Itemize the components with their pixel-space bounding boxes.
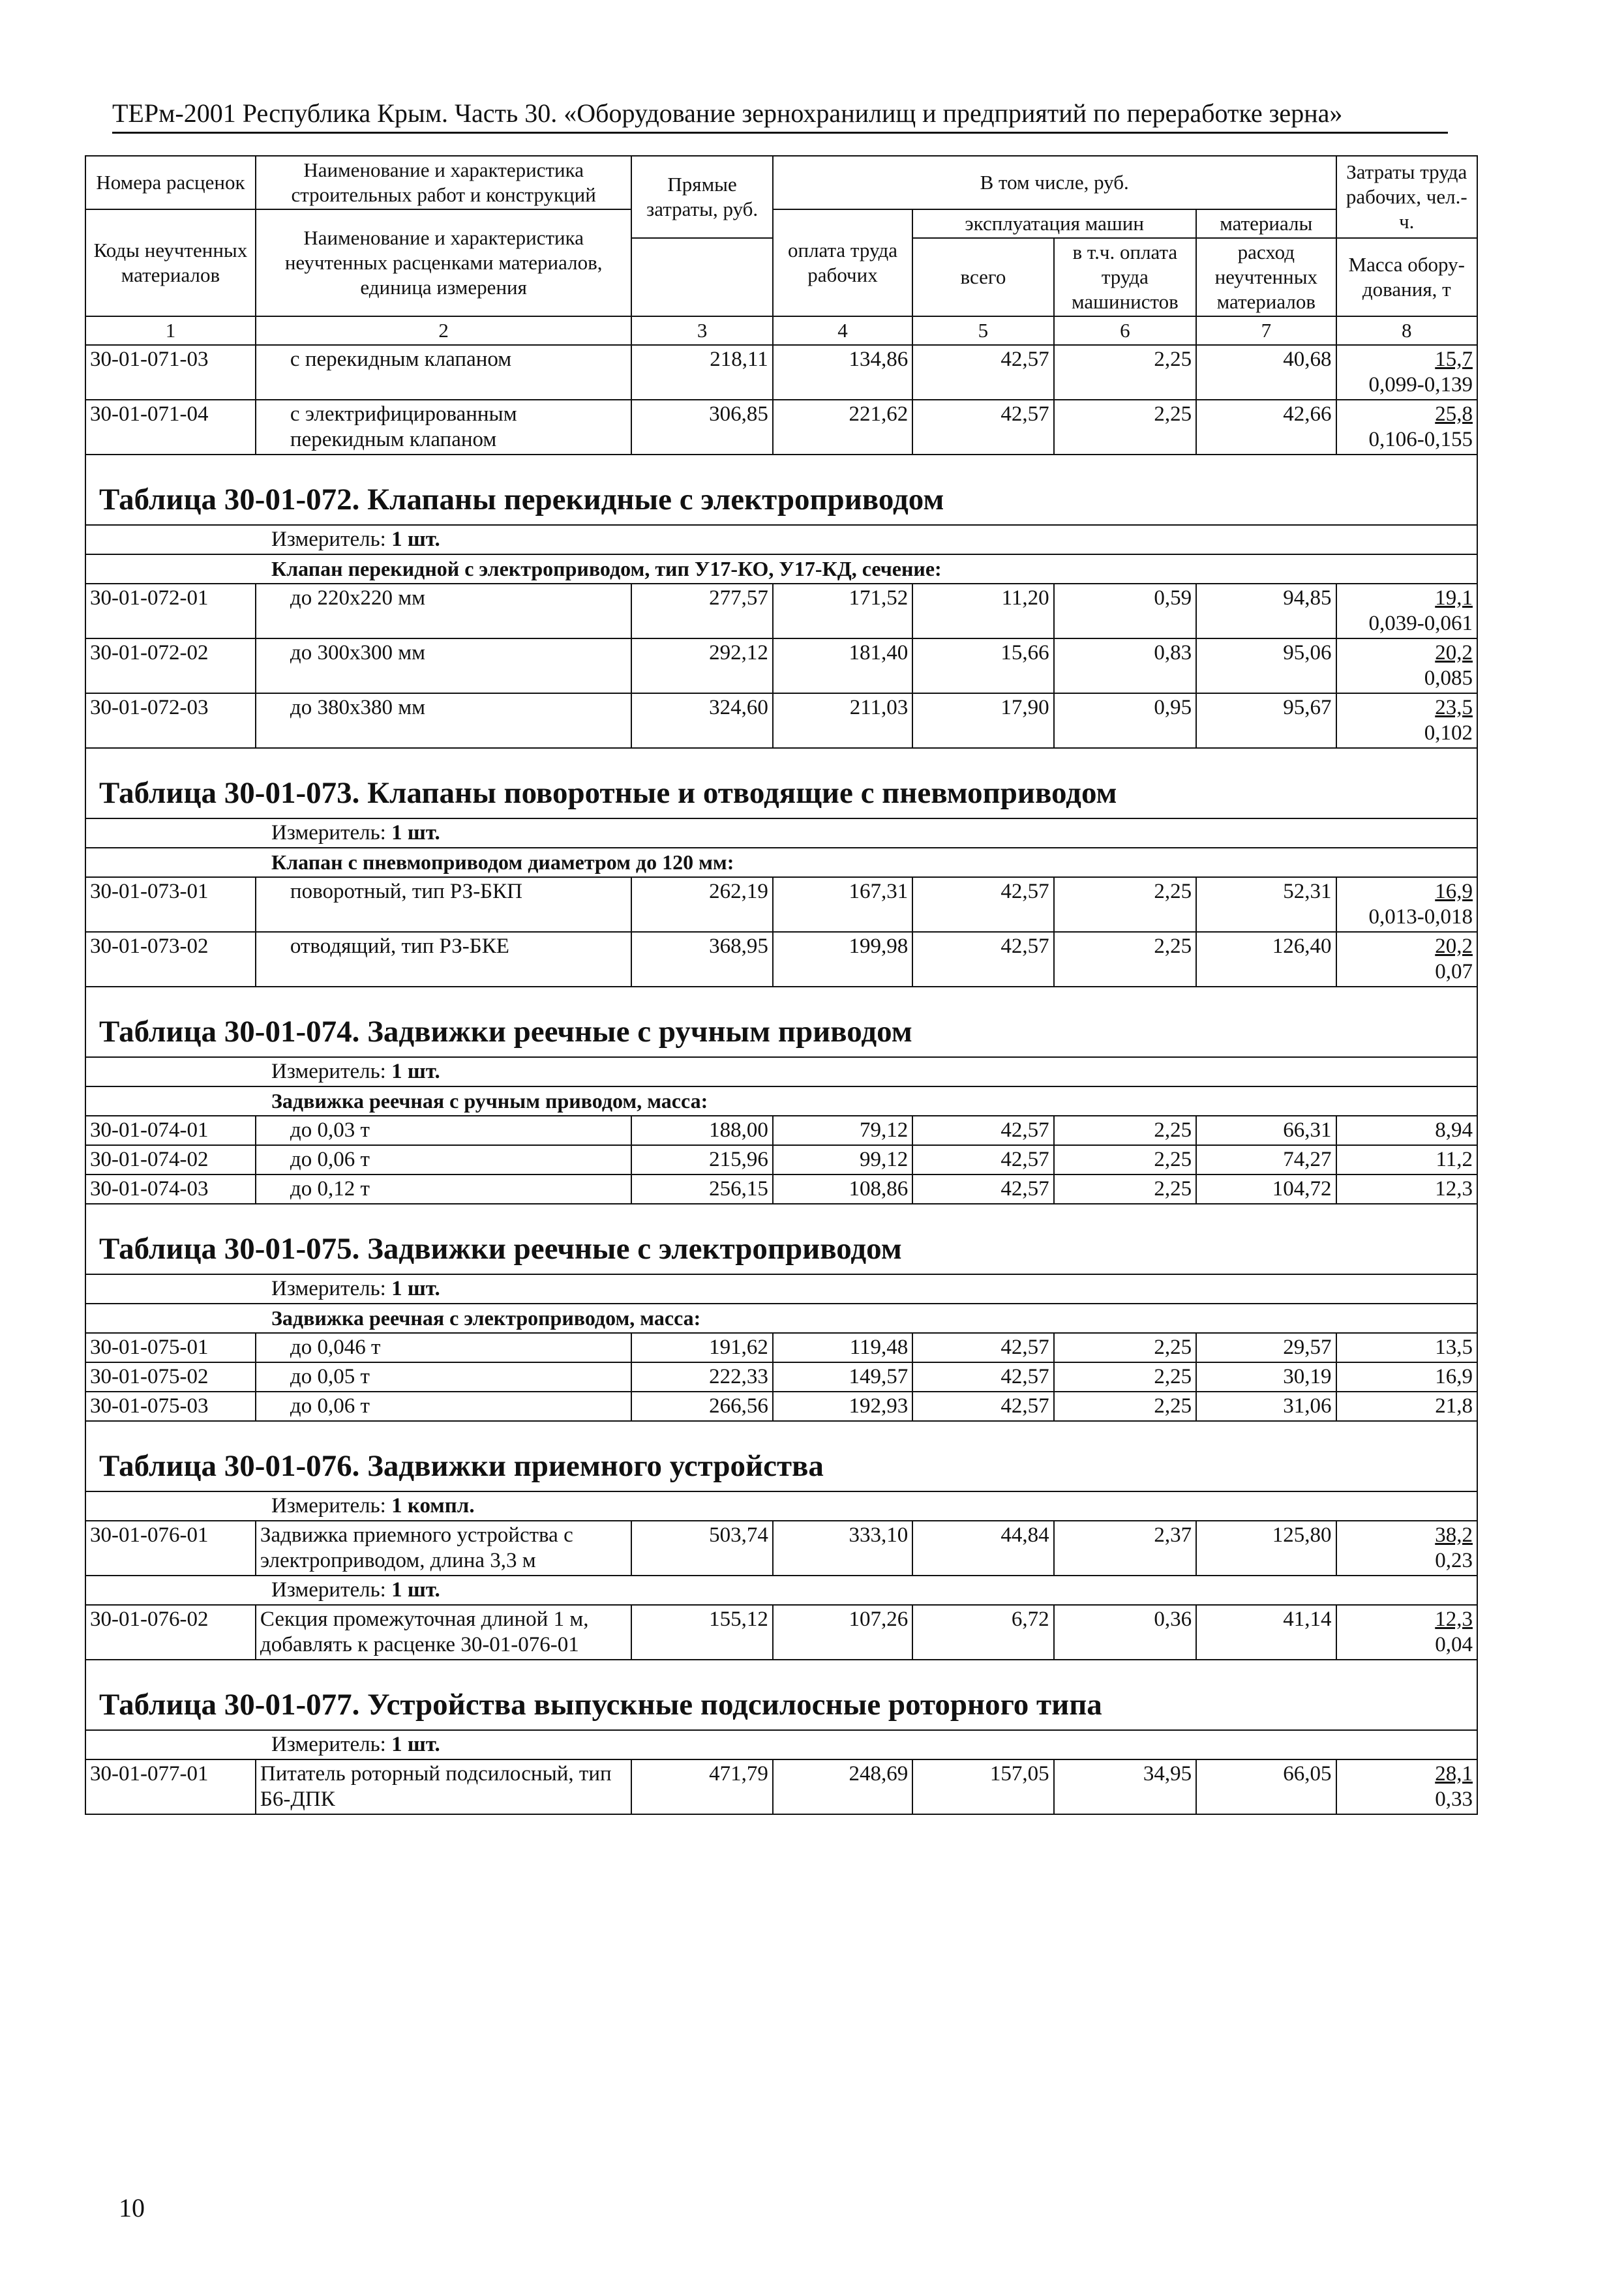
- measure-unit: 1 шт.: [391, 1578, 440, 1602]
- cost-direct: 306,85: [631, 400, 772, 455]
- labor-hours: 16,9: [1435, 880, 1473, 903]
- labor-hours: 38,2: [1435, 1523, 1473, 1547]
- cost-operators: 0,36: [1054, 1605, 1196, 1660]
- measure-row: [85, 525, 1477, 554]
- table-row: [85, 1362, 1477, 1392]
- cost-direct: 155,12: [631, 1605, 772, 1660]
- col-head-machines-total: всего: [912, 238, 1053, 316]
- cost-direct: 324,60: [631, 693, 772, 748]
- equipment-mass: 0,099-0,139: [1368, 373, 1473, 396]
- hours-mass-cell: [1336, 638, 1477, 693]
- group-heading: Клапан с пневмоприводом диаметром до 120 мм:: [85, 848, 1477, 877]
- hours-mass-cell: [1336, 1392, 1477, 1421]
- hours-mass-cell: [1336, 1145, 1477, 1174]
- table-row: [85, 1145, 1477, 1174]
- cost-machines: 6,72: [912, 1605, 1053, 1660]
- cost-machines: 42,57: [912, 1392, 1053, 1421]
- labor-hours: 20,2: [1435, 935, 1473, 958]
- measure-row: [85, 1576, 1477, 1605]
- cost-machines: 17,90: [912, 693, 1053, 748]
- cost-operators: 2,25: [1054, 1174, 1196, 1204]
- labor-hours: 28,1: [1435, 1762, 1473, 1786]
- labor-hours: 16,9: [1435, 1365, 1473, 1388]
- rate-name: с перекидным клапаном: [256, 345, 631, 400]
- measure-unit: 1 шт.: [391, 1277, 440, 1300]
- table-title: Таблица 30-01-076. Задвижки приемного устройства: [85, 1421, 1477, 1491]
- cost-labor: 107,26: [773, 1605, 912, 1660]
- measure-label: Измеритель:: [271, 1733, 386, 1756]
- cost-machines: 42,57: [912, 932, 1053, 987]
- cost-materials: 95,67: [1196, 693, 1336, 748]
- table-row: [85, 693, 1477, 748]
- cost-labor: 192,93: [773, 1392, 912, 1421]
- cost-direct: 368,95: [631, 932, 772, 987]
- rate-name: до 0,06 т: [256, 1392, 631, 1421]
- cost-machines: 44,84: [912, 1521, 1053, 1576]
- rate-name: Питатель роторный подсилосный, тип Б6-ДПК: [256, 1759, 631, 1814]
- cost-machines: 42,57: [912, 877, 1053, 932]
- cost-machines: 157,05: [912, 1759, 1053, 1814]
- rate-name: до 0,03 т: [256, 1116, 631, 1145]
- cost-machines: 42,57: [912, 1174, 1053, 1204]
- measure-unit: 1 шт.: [391, 528, 440, 551]
- hours-mass-cell: [1336, 584, 1477, 638]
- cost-operators: 2,25: [1054, 932, 1196, 987]
- table-row: [85, 584, 1477, 638]
- cost-machines: 42,57: [912, 1116, 1053, 1145]
- hours-mass-cell: [1336, 345, 1477, 400]
- rate-name: Задвижка приемного устройства с электроприводом, длина 3,3 м: [256, 1521, 631, 1576]
- rate-name: отводящий, тип РЗ-БКЕ: [256, 932, 631, 987]
- equipment-mass: 0,085: [1424, 666, 1473, 690]
- cost-labor: 134,86: [773, 345, 912, 400]
- measure-row: [85, 1730, 1477, 1759]
- col-head-materials: расход неучтенных материалов: [1196, 238, 1336, 316]
- col-head-group-total: В том числе, руб.: [773, 156, 1336, 209]
- cost-operators: 0,83: [1054, 638, 1196, 693]
- hours-mass-cell: [1336, 693, 1477, 748]
- cost-operators: 2,37: [1054, 1521, 1196, 1576]
- measure-label: Измеритель:: [271, 1494, 386, 1518]
- equipment-mass: 0,23: [1435, 1549, 1473, 1572]
- rate-code: 30-01-073-01: [85, 877, 256, 932]
- col-number: 8: [1336, 316, 1477, 345]
- col-head-mass: Масса обору-дования, т: [1336, 238, 1477, 316]
- cost-materials: 125,80: [1196, 1521, 1336, 1576]
- group-heading: Клапан перекидной с электроприводом, тип У17-КО, У17-КД, сечение:: [85, 554, 1477, 584]
- cost-labor: 79,12: [773, 1116, 912, 1145]
- measure-unit: 1 шт.: [391, 1060, 440, 1083]
- labor-hours: 25,8: [1435, 402, 1473, 426]
- measure-unit: 1 компл.: [391, 1494, 475, 1518]
- hours-mass-cell: [1336, 1759, 1477, 1814]
- col-head-group-materials: материалы: [1196, 209, 1336, 238]
- rate-code: 30-01-074-03: [85, 1174, 256, 1204]
- cost-materials: 31,06: [1196, 1392, 1336, 1421]
- cost-direct: 218,11: [631, 345, 772, 400]
- hours-mass-cell: [1336, 1521, 1477, 1576]
- rate-name: до 0,06 т: [256, 1145, 631, 1174]
- rate-code: 30-01-072-01: [85, 584, 256, 638]
- rate-code: 30-01-075-02: [85, 1362, 256, 1392]
- col-head-labor: оплата труда рабочих: [773, 209, 912, 316]
- measure-row: [85, 1491, 1477, 1521]
- hours-mass-cell: [1336, 1333, 1477, 1362]
- rate-code: 30-01-073-02: [85, 932, 256, 987]
- cost-operators: 34,95: [1054, 1759, 1196, 1814]
- cost-direct: 222,33: [631, 1362, 772, 1392]
- cost-labor: 181,40: [773, 638, 912, 693]
- hours-mass-cell: [1336, 877, 1477, 932]
- equipment-mass: 0,33: [1435, 1788, 1473, 1811]
- col-head-codes: Номера расценок: [85, 156, 256, 209]
- rate-code: 30-01-074-01: [85, 1116, 256, 1145]
- col-number: 3: [631, 316, 772, 345]
- labor-hours: 20,2: [1435, 641, 1473, 665]
- labor-hours: 19,1: [1435, 586, 1473, 610]
- cost-materials: 66,05: [1196, 1759, 1336, 1814]
- labor-hours: 13,5: [1435, 1336, 1473, 1359]
- cost-machines: 42,57: [912, 1333, 1053, 1362]
- cost-direct: 503,74: [631, 1521, 772, 1576]
- measure-label: Измеритель:: [271, 1060, 386, 1083]
- hours-mass-cell: [1336, 1362, 1477, 1392]
- table-row: [85, 1759, 1477, 1814]
- labor-hours: 21,8: [1435, 1394, 1473, 1418]
- group-heading: Задвижка реечная с электроприводом, масса:: [85, 1304, 1477, 1333]
- cost-direct: 191,62: [631, 1333, 772, 1362]
- cost-labor: 99,12: [773, 1145, 912, 1174]
- labor-hours: 12,3: [1435, 1608, 1473, 1631]
- cost-materials: 126,40: [1196, 932, 1336, 987]
- equipment-mass: 0,106-0,155: [1368, 428, 1473, 451]
- rate-code: 30-01-076-02: [85, 1605, 256, 1660]
- hours-mass-cell: [1336, 932, 1477, 987]
- table-title: Таблица 30-01-074. Задвижки реечные с ручным приводом: [85, 987, 1477, 1057]
- hours-mass-cell: [1336, 1174, 1477, 1204]
- cost-labor: 167,31: [773, 877, 912, 932]
- col-number: 5: [912, 316, 1053, 345]
- cost-direct: 256,15: [631, 1174, 772, 1204]
- cost-operators: 2,25: [1054, 400, 1196, 455]
- page-number: 10: [119, 2193, 145, 2222]
- cost-labor: 108,86: [773, 1174, 912, 1204]
- rate-code: 30-01-076-01: [85, 1521, 256, 1576]
- measure-label: Измеритель:: [271, 1277, 386, 1300]
- rate-code: 30-01-077-01: [85, 1759, 256, 1814]
- cost-operators: 2,25: [1054, 877, 1196, 932]
- rate-code: 30-01-071-04: [85, 400, 256, 455]
- measure-unit: 1 шт.: [391, 1733, 440, 1756]
- table-row: [85, 400, 1477, 455]
- cost-operators: 0,95: [1054, 693, 1196, 748]
- rate-code: 30-01-072-02: [85, 638, 256, 693]
- cost-operators: 0,59: [1054, 584, 1196, 638]
- equipment-mass: 0,04: [1435, 1633, 1473, 1656]
- col-number: 1: [85, 316, 256, 345]
- col-number: 4: [773, 316, 912, 345]
- rate-name: до 0,05 т: [256, 1362, 631, 1392]
- measure-label: Измеритель:: [271, 528, 386, 551]
- col-head-spacer: [631, 238, 772, 316]
- cost-materials: 104,72: [1196, 1174, 1336, 1204]
- table-row: [85, 1174, 1477, 1204]
- hours-mass-cell: [1336, 1116, 1477, 1145]
- cost-operators: 2,25: [1054, 1116, 1196, 1145]
- cost-direct: 266,56: [631, 1392, 772, 1421]
- cost-operators: 2,25: [1054, 1362, 1196, 1392]
- measure-row: [85, 1274, 1477, 1304]
- cost-direct: 471,79: [631, 1759, 772, 1814]
- measure-unit: 1 шт.: [391, 821, 440, 845]
- cost-materials: 41,14: [1196, 1605, 1336, 1660]
- cost-materials: 42,66: [1196, 400, 1336, 455]
- cost-operators: 2,25: [1054, 345, 1196, 400]
- table-row: [85, 638, 1477, 693]
- rate-name: поворотный, тип РЗ-БКП: [256, 877, 631, 932]
- cost-operators: 2,25: [1054, 1392, 1196, 1421]
- cost-materials: 74,27: [1196, 1145, 1336, 1174]
- cost-operators: 2,25: [1054, 1145, 1196, 1174]
- table-row: [85, 1392, 1477, 1421]
- cost-materials: 52,31: [1196, 877, 1336, 932]
- rate-code: 30-01-072-03: [85, 693, 256, 748]
- table-title: Таблица 30-01-072. Клапаны перекидные с электроприводом: [85, 455, 1477, 525]
- table-row: [85, 1333, 1477, 1362]
- rate-code: 30-01-074-02: [85, 1145, 256, 1174]
- col-head-name: Наименование и характеристика строительных работ и конструкций: [256, 156, 631, 209]
- cost-labor: 211,03: [773, 693, 912, 748]
- rate-name: с электрифицированным перекидным клапаном: [256, 400, 631, 455]
- cost-machines: 42,57: [912, 1362, 1053, 1392]
- cost-materials: 66,31: [1196, 1116, 1336, 1145]
- group-heading: Задвижка реечная с ручным приводом, масса:: [85, 1086, 1477, 1116]
- cost-materials: 29,57: [1196, 1333, 1336, 1362]
- col-number: 7: [1196, 316, 1336, 345]
- cost-materials: 30,19: [1196, 1362, 1336, 1392]
- rate-name: до 0,12 т: [256, 1174, 631, 1204]
- col-head-group-machines: эксплуатация машин: [912, 209, 1196, 238]
- running-header: ТЕРм-2001 Республика Крым. Часть 30. «Оборудование зернохранилищ и предприятий по переработке зерна»: [112, 98, 1448, 134]
- cost-direct: 277,57: [631, 584, 772, 638]
- rate-code: 30-01-075-01: [85, 1333, 256, 1362]
- cost-labor: 248,69: [773, 1759, 912, 1814]
- cost-machines: 15,66: [912, 638, 1053, 693]
- cost-labor: 171,52: [773, 584, 912, 638]
- measure-label: Измеритель:: [271, 1578, 386, 1602]
- table-row: [85, 932, 1477, 987]
- rate-name: Секция промежуточная длиной 1 м, добавлять к расценке 30-01-076-01: [256, 1605, 631, 1660]
- hours-mass-cell: [1336, 400, 1477, 455]
- cost-materials: 94,85: [1196, 584, 1336, 638]
- table-title: Таблица 30-01-077. Устройства выпускные подсилосные роторного типа: [85, 1660, 1477, 1730]
- table-row: [85, 345, 1477, 400]
- cost-direct: 188,00: [631, 1116, 772, 1145]
- table-row: [85, 1521, 1477, 1576]
- cost-direct: 215,96: [631, 1145, 772, 1174]
- col-head-operators: в т.ч. оплата труда машинистов: [1054, 238, 1196, 316]
- equipment-mass: 0,039-0,061: [1368, 612, 1473, 635]
- rate-name: до 0,046 т: [256, 1333, 631, 1362]
- labor-hours: 8,94: [1435, 1118, 1473, 1142]
- rate-code: 30-01-071-03: [85, 345, 256, 400]
- rates-table: [85, 155, 1478, 1815]
- cost-operators: 2,25: [1054, 1333, 1196, 1362]
- cost-machines: 11,20: [912, 584, 1053, 638]
- labor-hours: 15,7: [1435, 348, 1473, 371]
- measure-row: [85, 818, 1477, 848]
- cost-labor: 199,98: [773, 932, 912, 987]
- cost-labor: 333,10: [773, 1521, 912, 1576]
- labor-hours: 12,3: [1435, 1177, 1473, 1201]
- table-row: [85, 1605, 1477, 1660]
- cost-direct: 292,12: [631, 638, 772, 693]
- col-head-material-names: Наименование и характеристика неучтенных расценками материалов, единица измерения: [256, 209, 631, 316]
- col-head-labor-hours: Затраты труда рабочих, чел.-ч.: [1336, 156, 1477, 238]
- cost-machines: 42,57: [912, 400, 1053, 455]
- table-row: [85, 877, 1477, 932]
- cost-labor: 149,57: [773, 1362, 912, 1392]
- cost-machines: 42,57: [912, 345, 1053, 400]
- labor-hours: 23,5: [1435, 696, 1473, 719]
- hours-mass-cell: [1336, 1605, 1477, 1660]
- cost-materials: 95,06: [1196, 638, 1336, 693]
- table-row: [85, 1116, 1477, 1145]
- col-head-direct: Прямые затраты, руб.: [631, 156, 772, 238]
- col-head-material-codes: Коды неучтенных материалов: [85, 209, 256, 316]
- cost-materials: 40,68: [1196, 345, 1336, 400]
- equipment-mass: 0,07: [1435, 960, 1473, 983]
- measure-label: Измеритель:: [271, 821, 386, 845]
- rate-name: до 380х380 мм: [256, 693, 631, 748]
- equipment-mass: 0,013-0,018: [1368, 905, 1473, 929]
- col-number: 2: [256, 316, 631, 345]
- measure-row: [85, 1057, 1477, 1086]
- rate-name: до 300х300 мм: [256, 638, 631, 693]
- labor-hours: 11,2: [1436, 1148, 1473, 1171]
- cost-labor: 221,62: [773, 400, 912, 455]
- cost-direct: 262,19: [631, 877, 772, 932]
- equipment-mass: 0,102: [1424, 721, 1473, 745]
- col-number: 6: [1054, 316, 1196, 345]
- rate-name: до 220х220 мм: [256, 584, 631, 638]
- cost-labor: 119,48: [773, 1333, 912, 1362]
- cost-machines: 42,57: [912, 1145, 1053, 1174]
- table-title: Таблица 30-01-073. Клапаны поворотные и отводящие с пневмоприводом: [85, 748, 1477, 818]
- table-title: Таблица 30-01-075. Задвижки реечные с электроприводом: [85, 1204, 1477, 1274]
- rate-code: 30-01-075-03: [85, 1392, 256, 1421]
